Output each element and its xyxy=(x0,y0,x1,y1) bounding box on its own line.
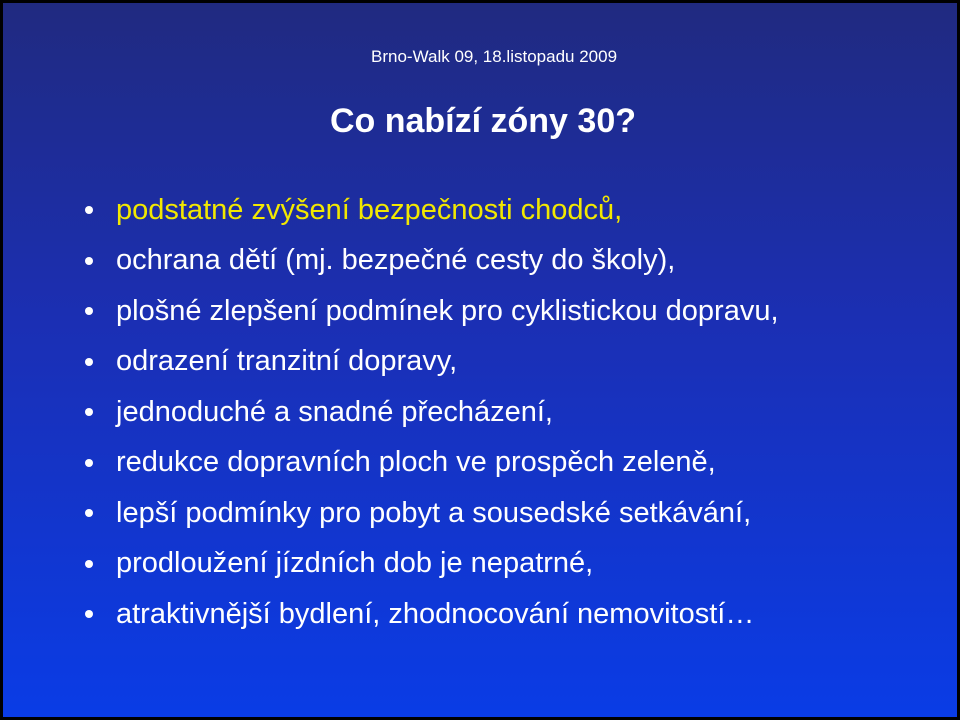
bullet-dot-icon xyxy=(85,610,93,618)
bullet-dot-icon xyxy=(85,206,93,214)
bullet-item-child-protection xyxy=(85,236,779,287)
bullet-item-crossing xyxy=(85,387,779,438)
bullet-item-neighbourhood xyxy=(85,488,779,539)
bullet-item-cycling xyxy=(85,286,779,337)
bullet-item-travel-time xyxy=(85,539,779,590)
bullet-item-transit-traffic xyxy=(85,337,779,388)
bullet-text: atraktivnější bydlení, zhodnocování nemovitostí… xyxy=(116,597,755,630)
bullet-item-greenery xyxy=(85,438,779,489)
bullet-text: podstatné zvýšení bezpečnosti chodců, xyxy=(116,193,623,226)
slide-title: Co nabízí zóny 30? xyxy=(329,102,637,140)
bullet-text: ochrana dětí (mj. bezpečné cesty do školy), xyxy=(116,244,676,277)
bullet-text: plošné zlepšení podmínek pro cyklistickou dopravu, xyxy=(116,294,779,327)
bullet-text: jednoduché a snadné přecházení, xyxy=(116,395,553,428)
bullet-text: lepší podmínky pro pobyt a sousedské setkávání, xyxy=(116,496,752,529)
bullet-text: odrazení tranzitní dopravy, xyxy=(116,345,458,378)
slide-header-note: Brno-Walk 09, 18.listopadu 2009 xyxy=(371,47,618,66)
bullet-dot-icon xyxy=(85,358,93,366)
bullet-dot-icon xyxy=(85,509,93,517)
bullet-dot-icon xyxy=(85,560,93,568)
bullet-dot-icon xyxy=(85,257,93,265)
bullet-dot-icon xyxy=(85,408,93,416)
bullet-item-housing xyxy=(85,589,779,640)
bullet-item-pedestrian-safety xyxy=(85,185,779,236)
bullet-dot-icon xyxy=(85,307,93,315)
bullet-text: prodloužení jízdních dob je nepatrné, xyxy=(116,547,594,580)
bullet-text: redukce dopravních ploch ve prospěch zeleně, xyxy=(116,446,716,479)
bullet-list xyxy=(85,185,779,640)
bullet-dot-icon xyxy=(85,459,93,467)
